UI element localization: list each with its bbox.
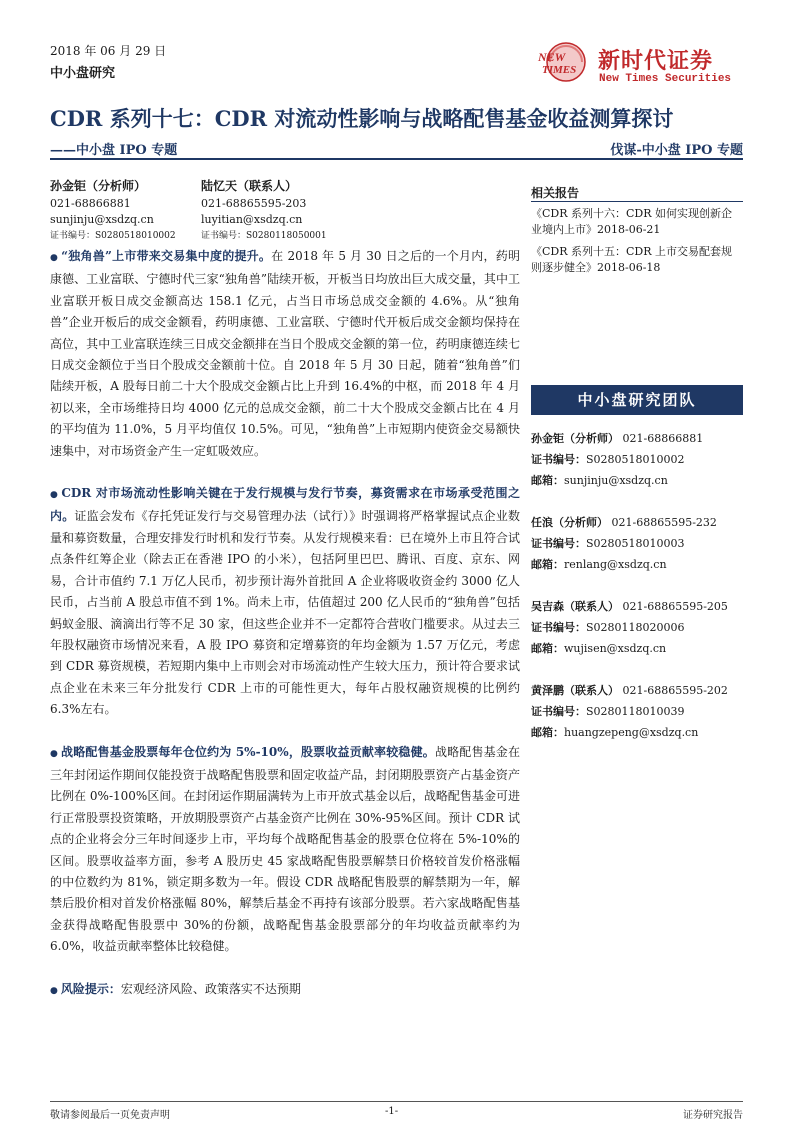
report-title: CDR 系列十七：CDR 对流动性影响与战略配售基金收益测算探讨 bbox=[50, 106, 674, 131]
bullet-icon: ● bbox=[50, 490, 59, 501]
contact-phone: 021-68865595-203 bbox=[201, 197, 307, 210]
member-email[interactable]: sunjinju@xsdzq.cn bbox=[564, 474, 668, 487]
team-title: 中小盘研究团队 bbox=[531, 385, 743, 415]
risk-paragraph bbox=[50, 979, 520, 1002]
member-name: 吴吉森（联系人） bbox=[531, 600, 619, 613]
member-email[interactable]: huangzepeng@xsdzq.cn bbox=[564, 726, 699, 739]
summary-paragraph bbox=[50, 742, 520, 958]
member-license: S0280118010039 bbox=[586, 705, 685, 718]
contact-name: 陆忆天（联系人） bbox=[201, 179, 298, 193]
new-times-logo-icon bbox=[536, 40, 592, 84]
report-series: 伐谋-中小盘 IPO 专题 bbox=[610, 143, 743, 158]
risk-body: 宏观经济风险、政策落实不达预期 bbox=[120, 981, 301, 996]
logo-mark-new: NEW bbox=[538, 50, 566, 64]
analyst-card bbox=[50, 178, 176, 244]
footer-doc-type: 证券研究报告 bbox=[683, 1110, 743, 1121]
member-name: 任浪（分析师） bbox=[531, 516, 608, 529]
paragraph-lead: “独角兽”上市带来交易集中度的提升。 bbox=[61, 249, 272, 263]
member-license: S0280518010003 bbox=[586, 537, 685, 550]
bullet-icon: ● bbox=[50, 985, 58, 996]
report-body bbox=[50, 246, 520, 1023]
team-member bbox=[531, 512, 743, 575]
paragraph-lead: 战略配售基金股票每年仓位约为 5%-10%，股票收益贡献率较稳健。 bbox=[61, 744, 435, 759]
member-license-label: 证书编号： bbox=[531, 621, 586, 634]
member-phone: 021-68865595-232 bbox=[611, 516, 717, 529]
team-member bbox=[531, 596, 743, 659]
member-license: S0280518010002 bbox=[586, 453, 685, 466]
member-email[interactable]: wujisen@xsdzq.cn bbox=[564, 642, 667, 655]
contact-card bbox=[201, 178, 327, 244]
member-phone: 021-68865595-205 bbox=[622, 600, 728, 613]
analyst-name: 孙金钜（分析师） bbox=[50, 179, 147, 193]
member-license-label: 证书编号： bbox=[531, 453, 586, 466]
logo-chinese-name: 新时代证券 bbox=[598, 48, 714, 74]
paragraph-lead: CDR 对市场流动性影响关键在于发行规模与发行节奏，募资需求在市场承受范围之内。 bbox=[50, 486, 520, 524]
bullet-icon: ● bbox=[50, 748, 59, 759]
analyst-license: 证书编号：S0280518010002 bbox=[50, 231, 176, 241]
paragraph-body: 在 2018 年 5 月 30 日之后的一个月内，药明康德、工业富联、宁德时代三家“独角兽”陆续开板，开板当日均放出巨大成交量，其中工业富联开板日成交金额高达 158.1 亿元，占当日市场总成交金额的 4.6%。从“独角兽”企业开板后的成交金额看，药明康德、工业富联、宁德时代开板后成交金额均保持在高位，其中工业富联连续三日成交金额排在当日个股成交金额的第一位，药明康德连续七日成交金额位于当日个股成交金额前十位。自 2018 年 5 月 30 日起，随着“独角兽”们陆续开板，A 股每日前二十大个股成交金额占比上升到 16.4%的中枢，而 2018 年 4 月初以来，全市场维持日均 4000 亿元的总成交金额，前二十大个股成交金额占比在 4 月的平均值为 11.0%，5 月平均值仅 10.5%。可见，“独角兽”上市短期内使资金交易额快速集中，对市场资金产生一定虹吸效应。 bbox=[50, 249, 520, 458]
related-divider bbox=[531, 201, 743, 202]
risk-lead: 风险提示： bbox=[60, 981, 121, 996]
analyst-phone: 021-68866881 bbox=[50, 197, 131, 210]
contact-email[interactable]: luyitian@xsdzq.cn bbox=[201, 213, 303, 226]
member-email-label: 邮箱： bbox=[531, 726, 564, 739]
bullet-icon: ● bbox=[50, 253, 59, 263]
paragraph-body: 证监会发布《存托凭证发行与交易管理办法（试行）》时强调将严格掌握试点企业数量和募资数量，合理安排发行时机和发行节奏。从发行规模来看：已在境外上市且符合试点条件红筹企业（除去正在香港 IPO 的小米），包括阿里巴巴、腾讯、百度、京东、网易，合计市值约 7.1 万亿人民币，初步预计海外首批回 A 企业将吸收资金约 3000 亿人民币，占当前 A 股总市值不到 1%。尚未上市，估值超过 200 亿人民币的“独角兽”包括蚂蚁金服、滴滴出行等不足 30 家，但这些企业并不一定都符合营收门槛要求。从过去三年股权融资市场情况来看，A 股 IPO 募资和定增募资的年均金额为 1.57 万亿元，考虑到 CDR 募资规模，若短期内集中上市则会对市场流动性产生较大压力，预计符合要求试点企业在未来三年分批发行 CDR 上市的可能性更大，每年占股权融资规模的比例约 6.3%左右。 bbox=[50, 509, 520, 717]
member-license-label: 证书编号： bbox=[531, 537, 586, 550]
logo-mark-times: TIMES bbox=[542, 64, 577, 76]
title-divider bbox=[50, 158, 743, 160]
report-date: 2018 年 06 月 29 日 bbox=[50, 44, 167, 58]
member-email-label: 邮箱： bbox=[531, 558, 564, 571]
member-license: S0280118020006 bbox=[586, 621, 685, 634]
team-member bbox=[531, 680, 743, 743]
related-report-item[interactable]: 《CDR 系列十六：CDR 如何实现创新企业境内上市》2018-06-21 bbox=[531, 207, 733, 236]
member-phone: 021-68866881 bbox=[622, 432, 704, 445]
footer-disclaimer[interactable]: 敬请参阅最后一页免责声明 bbox=[50, 1110, 170, 1121]
related-reports-list bbox=[531, 206, 743, 282]
contact-license: 证书编号：S0280118050001 bbox=[201, 231, 327, 241]
report-category: 中小盘研究 bbox=[50, 66, 116, 81]
member-email[interactable]: renlang@xsdzq.cn bbox=[564, 558, 667, 571]
member-phone: 021-68865595-202 bbox=[622, 684, 728, 697]
page-number: -1- bbox=[385, 1106, 399, 1117]
member-name: 孙金钜（分析师） bbox=[531, 432, 619, 445]
related-report-item[interactable]: 《CDR 系列十五：CDR 上市交易配套规则逐步健全》2018-06-18 bbox=[531, 245, 733, 274]
paragraph-body: 战略配售基金在三年封闭运作期间仅能投资于战略配售股票和固定收益产品，封闭期股票资产占基金资产比例在 0%-100%区间。在封闭运作期届满转为上市开放式基金以后，战略配售基金可进行正常股票投资策略，开放期股票资产占基金资产比例在 30%-95%区间。预计 CDR 试点的企业将会分三年时间逐步上市，平均每个战略配售基金的股票仓位将在 5%-10%的区间。股票收益率方面，参考 A 股历史 45 家战略配售股票解禁日价格较首发价格涨幅的中位数约为 81%，锁定期多数为一年。假设 CDR 战略配售股票的解禁期为一年，解禁后股价相对首发价格涨幅 80%，解禁后基金不再持有该部分股票。若六家战略配售基金获得战略配售股票中 30%的份额，战略配售基金股票部分的年均收益贡献率约为 6.0%，收益贡献率整体比较稳健。 bbox=[50, 744, 520, 954]
member-license-label: 证书编号： bbox=[531, 705, 586, 718]
footer-divider bbox=[50, 1101, 743, 1102]
related-reports-title: 相关报告 bbox=[531, 186, 580, 200]
member-name: 黄泽鹏（联系人） bbox=[531, 684, 619, 697]
analyst-email[interactable]: sunjinju@xsdzq.cn bbox=[50, 213, 154, 226]
team-member bbox=[531, 428, 743, 491]
logo-english-name: New Times Securities bbox=[599, 73, 732, 85]
team-list bbox=[531, 428, 743, 764]
summary-paragraph bbox=[50, 246, 520, 462]
report-subtitle: ——中小盘 IPO 专题 bbox=[50, 143, 178, 158]
member-email-label: 邮箱： bbox=[531, 474, 564, 487]
summary-paragraph bbox=[50, 483, 520, 720]
member-email-label: 邮箱： bbox=[531, 642, 564, 655]
